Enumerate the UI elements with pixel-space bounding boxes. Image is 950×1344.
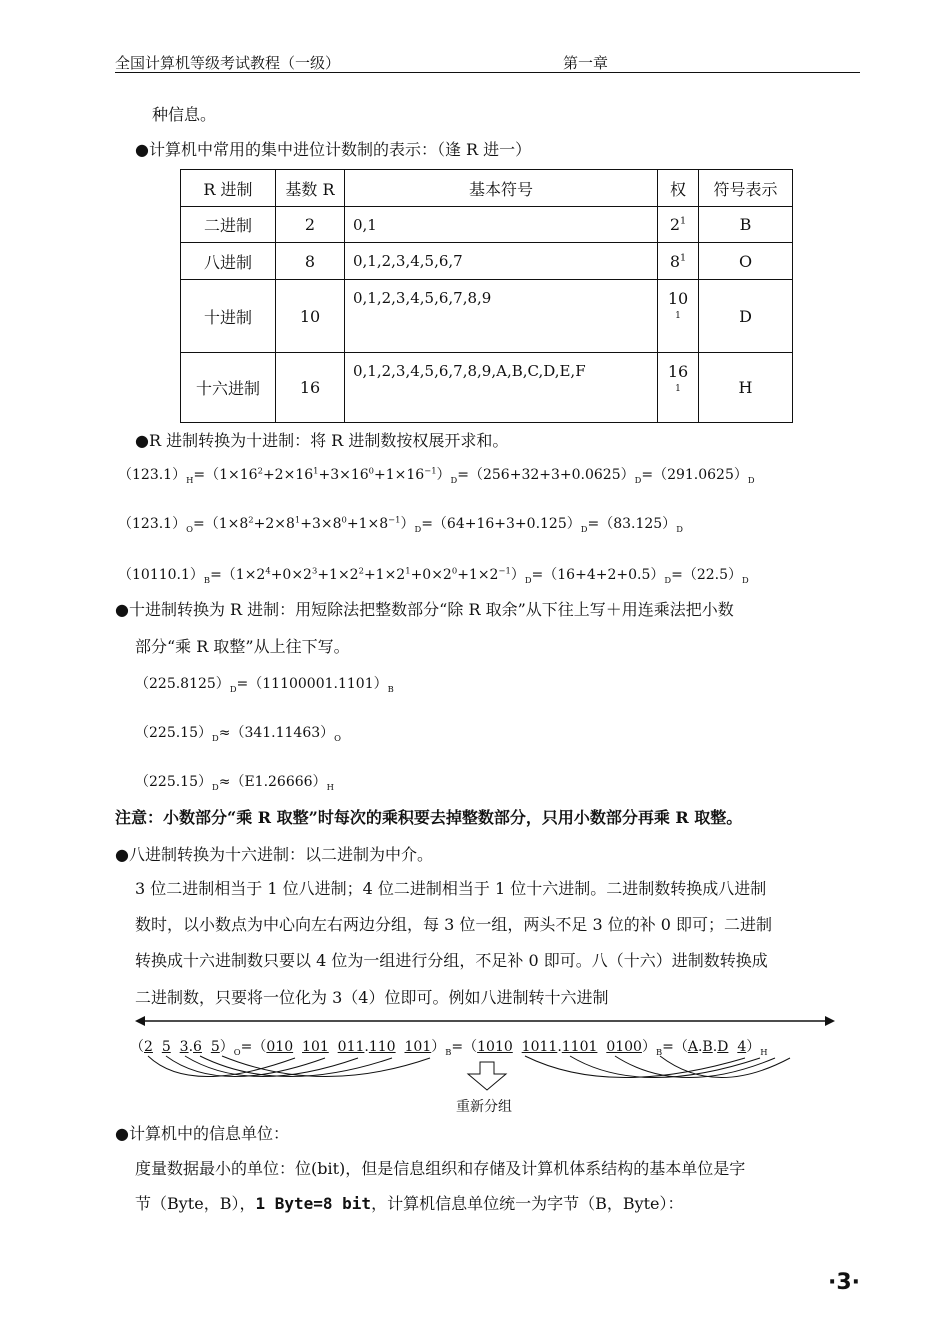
regroup-curves — [130, 1054, 830, 1102]
example-dec-to-hex: $(225.15)_D\approx(E1.26666)_H$ — [135, 774, 334, 792]
radix-base: 8 — [276, 243, 345, 280]
chapter-label: 第一章 — [563, 54, 609, 72]
header-cell: 基数 R — [276, 170, 345, 207]
table-row — [181, 353, 793, 423]
book-title: 全国计算机等级考试教程（一级） — [115, 54, 341, 72]
table-row — [181, 207, 793, 243]
header-cell: 基本符号 — [345, 170, 658, 207]
radix-symbols: 0,1,2,3,4,5,6,7,8,9,A,B,C,D,E,F — [345, 353, 658, 423]
units-line: 度量数据最小的单位：位(bit)，但是信息组织和存储及计算机体系结构的基本单位是字 — [135, 1159, 746, 1178]
radix-weight: 16 1 — [658, 353, 699, 423]
table-header-row — [181, 170, 793, 207]
paragraph-line: 3 位二进制相当于 1 位八进制；4 位二进制相当于 1 位十六进制。二进制数转换成八进制 — [135, 879, 767, 898]
radix-name: 八进制 — [181, 243, 276, 280]
formula-bin-to-dec: $(10110.1)_B=(1\times 2^4+0\times 2^3+1\times 2^2+1\times 2^1+0\times 2^0+1\times 2^{-1})_D=(16+4+2+0.5)_D=(22.5)_D$ — [118, 565, 749, 585]
regroup-label: 重新分组 — [456, 1099, 512, 1115]
radix-symbols: 0,1,2,3,4,5,6,7,8,9 — [345, 280, 658, 353]
bullet-oct-to-hex: ●八进制转换为十六进制：以二进制为中介。 — [115, 845, 433, 864]
bullet-r-to-decimal: ●R 进制转换为十进制：将 R 进制数按权展开求和。 — [135, 431, 509, 450]
radix-mark: D — [699, 280, 793, 353]
formula-oct-to-dec: $(123.1)_O=(1\times 8^2+2\times 8^1+3\times 8^0+1\times 8^{-1})_D=(64+16+3+0.125)_D=(83.125)_D$ — [118, 514, 683, 534]
radix-mark: H — [699, 353, 793, 423]
header-cell: R 进制 — [181, 170, 276, 207]
paragraph-line: 数时，以小数点为中心向左右两边分组，每 3 位一组，两头不足 3 位的补 0 即可；二进制 — [135, 915, 773, 934]
radix-symbols: 0,1,2,3,4,5,6,7 — [345, 243, 658, 280]
header-rule — [115, 72, 860, 73]
regroup-example: （2 5 3.6 $5)_O=(010$ 101 011.110 $101)_B=(1010$ 1011.1101 $0100)_B=(A.B.D$ $4)_H$ — [130, 1039, 768, 1057]
radix-symbols: 0,1 — [345, 207, 658, 243]
page-number: ·3· — [828, 1270, 861, 1295]
note-text: 注意：小数部分“乘 R 取整”时每次的乘积要去掉整数部分，只用小数部分再乘 R 取整。 — [115, 808, 743, 827]
radix-name: 十六进制 — [181, 353, 276, 423]
radix-name: 二进制 — [181, 207, 276, 243]
radix-mark: B — [699, 207, 793, 243]
paragraph-line: 二进制数，只要将一位化为 3（4）位即可。例如八进制转十六进制 — [135, 988, 609, 1007]
radix-name: 十进制 — [181, 280, 276, 353]
table-row — [181, 280, 793, 353]
radix-weight: 10 1 — [658, 280, 699, 353]
radix-weight: $2^1$ — [658, 207, 699, 243]
units-line: 节（Byte，B），1 Byte=8 bit，计算机信息单位统一为字节（B，Byte）： — [135, 1194, 684, 1213]
radix-base: 2 — [276, 207, 345, 243]
double-arrow — [135, 1013, 835, 1029]
table-row — [181, 243, 793, 280]
radix-mark: O — [699, 243, 793, 280]
example-dec-to-bin: $(225.8125)_D=(11100001.1101)_B$ — [135, 676, 394, 694]
paragraph-line: 转换成十六进制数只要以 4 位为一组进行分组，不足补 0 即可。八（十六）进制数转换成 — [135, 951, 768, 970]
bullet-decimal-to-r-cont: 部分“乘 R 取整”从上往下写。 — [135, 637, 350, 656]
example-dec-to-oct: $(225.15)_D\approx(341.11463)_O$ — [135, 725, 342, 743]
radix-table — [180, 169, 793, 423]
formula-hex-to-dec: $(123.1)_H=(1\times 16^2+2\times 16^1+3\times 16^0+1\times 16^{-1})_D=(256+32+3+0.0625)_D=(291.0625)_D$ — [118, 465, 755, 485]
header-cell: 符号表示 — [699, 170, 793, 207]
intro-line: 种信息。 — [152, 105, 217, 124]
bullet-info-units: ●计算机中的信息单位： — [115, 1124, 289, 1143]
radix-base: 10 — [276, 280, 345, 353]
bullet-radix-notation: ●计算机中常用的集中进位计数制的表示：（逢 R 进一） — [135, 140, 532, 159]
header-cell: 权 — [658, 170, 699, 207]
radix-base: 16 — [276, 353, 345, 423]
radix-weight: $8^1$ — [658, 243, 699, 280]
bullet-decimal-to-r: ●十进制转换为 R 进制：用短除法把整数部分“除 R 取余”从下往上写＋用连乘法把小数 — [115, 600, 734, 619]
